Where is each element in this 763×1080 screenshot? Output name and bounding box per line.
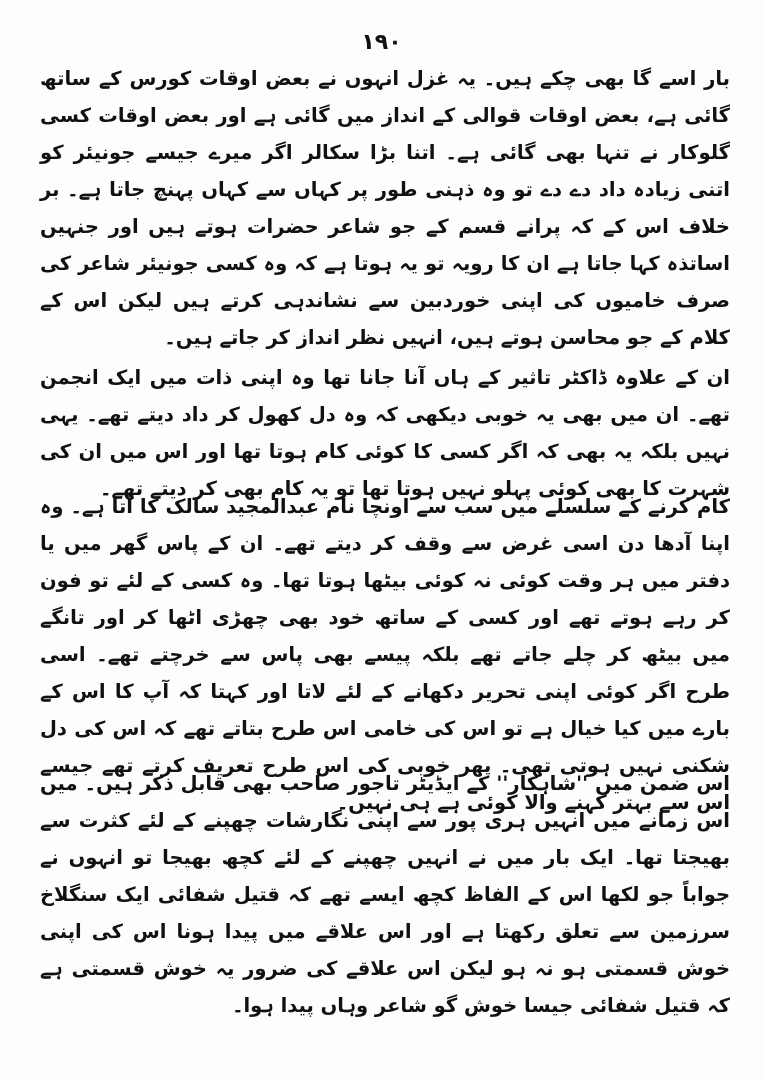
paragraph-2: ان کے علاوہ ڈاکٹر تاثیر کے ہاں آنا جانا تھا وہ اپنی ذات میں ایک انجمن تھے۔ ان میں بھی یہ خوبی دیکھی کہ وہ دل کھول کر داد دیتے تھے۔ یہی نہیں بلکہ یہ بھی کہ اگر کسی کا کوئی کام ہوتا تھا اور اس میں ان کی شہرت کا بھی کوئی پہلو نہیں ہوتا تھا تو یہ کام بھی کر دیتے تھے۔ <box>40 366 730 500</box>
page-number: ١٩٠ <box>361 30 402 55</box>
paragraph-4: اس ضمن میں ''شاہکار'' کے ایڈیٹر تاجور صاحب بھی قابل ذکر ہیں۔ میں اس زمانے میں انہیں ہری پور سے اپنی نگارشات چھپنے کے لئے کثرت سے بھیجتا تھا۔ ایک بار میں نے انہیں چھپنے کے لئے کچھ بھیجا تو انہوں نے جواباً جو لکھا اس کے الفاظ کچھ ایسے تھے کہ قتیل شفائی ایک سنگلاخ سرزمین سے تعلق رکھتا ہے اور اس علاقے میں پیدا ہونا اس کی اپنی خوش قسمتی ہو نہ ہو لیکن اس علاقے کی ضرور یہ خوش قسمتی ہے کہ قتیل شفائی جیسا خوش گو شاعر وہاں پیدا ہوا۔ <box>40 772 730 1017</box>
paragraph-3: کام کرنے کے سلسلے میں سب سے اونچا نام عبدالمجید سالک کا آتا ہے۔ وہ اپنا آدھا دن اسی غرض سے وقف کر دیتے تھے۔ ان کے پاس گھر میں یا دفتر میں ہر وقت کوئی نہ کوئی بیٹھا ہوتا تھا۔ وہ کسی کے لئے تو فون کر رہے ہوتے تھے اور کسی کے ساتھ خود بھی چھڑی اٹھا کر اور تانگے میں بیٹھ کر چلے جاتے تھے بلکہ پیسے بھی پاس سے خرچتے تھے۔ اسی طرح اگر کوئی اپنی تحریر دکھانے کے لئے لاتا اور کہتا کہ آپ کا اس کے بارے میں کیا خیال ہے تو اس کی خامی اس طرح بتاتے تھے کہ اس کی دل شکنی نہیں ہوتی تھی۔ پھر خوبی کی اس طرح تعریف کرتے تھے جیسے اس سے بہتر کہنے والا کوئی ہے ہی نہیں۔ <box>40 495 730 814</box>
paragraph-1: بار اسے گا بھی چکے ہیں۔ یہ غزل انہوں نے بعض اوقات کورس کے ساتھ گائی ہے، بعض اوقات قوالی کے انداز میں گائی ہے اور بعض اوقات کسی گلوکار نے تنہا بھی گائی ہے۔ اتنا بڑا سکالر اگر میرے جیسے جونیئر کو اتنی زیادہ داد دے دے تو وہ ذہنی طور پر کہاں سے کہاں پہنچ جاتا ہے۔ بر خلاف اس کے کہ پرانے قسم کے جو شاعر حضرات ہوتے ہیں اور جنہیں اساتذہ کہا جاتا ہے ان کا رویہ تو یہ ہوتا ہے کہ وہ کسی جونیئر شاعر کی صرف خامیوں کی اپنی خوردبین سے نشاندہی کرتے ہیں لیکن اس کے کلام کے جو محاسن ہوتے ہیں، انہیں نظر انداز کر جاتے ہیں۔ <box>40 67 730 349</box>
